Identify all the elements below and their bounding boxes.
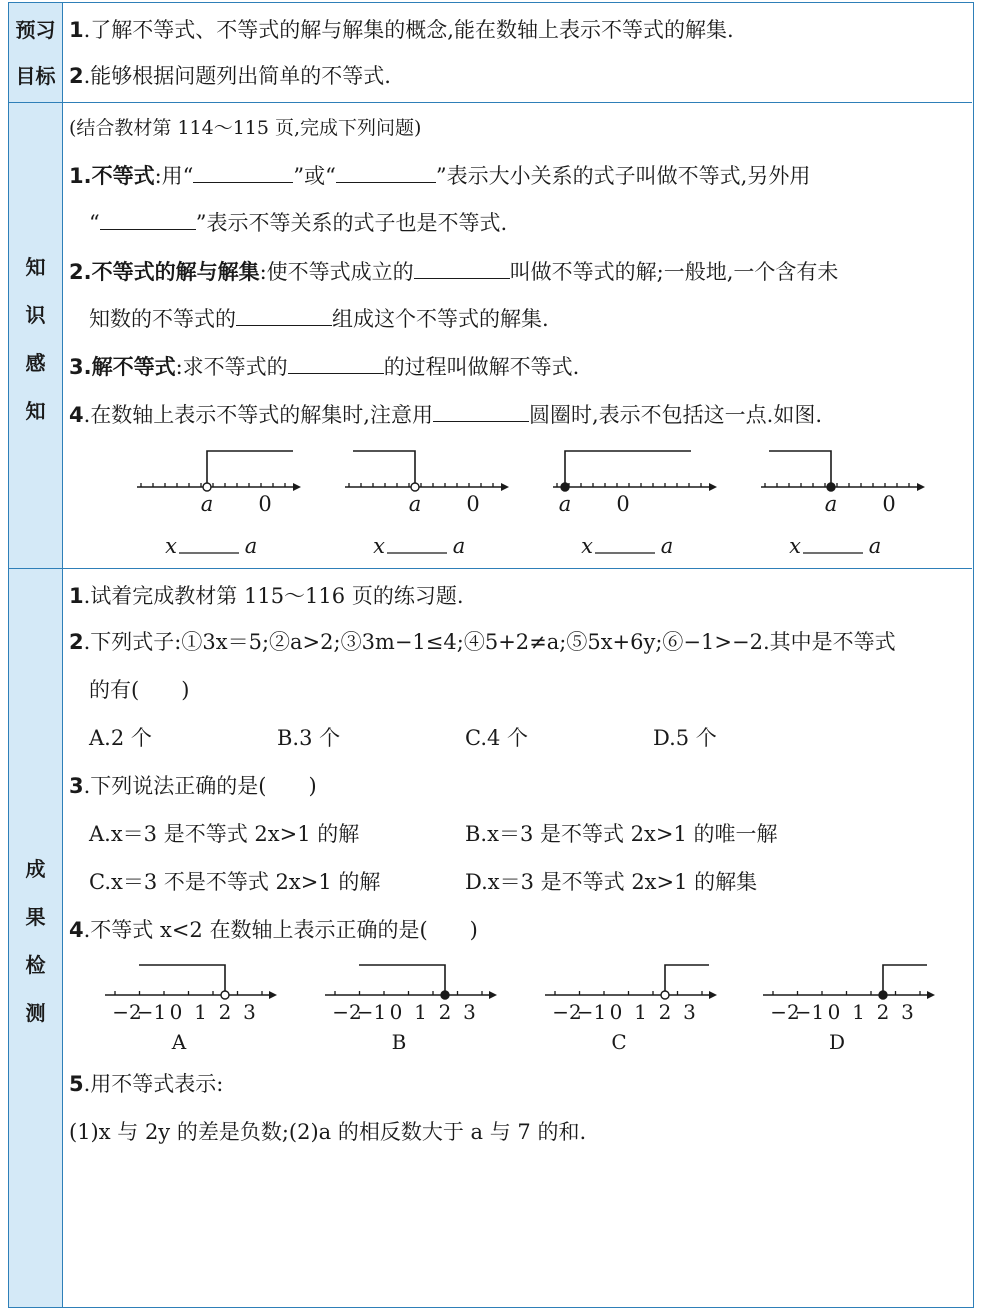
- tick-label: 2: [658, 1000, 672, 1024]
- check-q4: 4.不等式 x<2 在数轴上表示正确的是( ): [69, 918, 478, 942]
- solution-bracket: [769, 451, 831, 487]
- q4-figure-a: [105, 965, 277, 1054]
- answer-x-label: x: [165, 534, 177, 558]
- tick-label: −1: [136, 1000, 167, 1024]
- zero-label: 0: [258, 492, 272, 516]
- knowledge-q2-cont: 知数的不等式的 组成这个不等式的解集.: [89, 303, 966, 334]
- number-line-figure: [137, 451, 301, 558]
- option-label: B: [391, 1030, 407, 1054]
- knowledge-q2: 2.不等式的解与解集:使不等式成立的 叫做不等式的解;一般地,一个含有未: [69, 256, 966, 287]
- goal-item-1: 1.了解不等式、不等式的解与解集的概念,能在数轴上表示不等式的解集.: [69, 18, 734, 42]
- solution-bracket: [883, 965, 927, 995]
- tick-label: 0: [169, 1000, 183, 1024]
- fill-blank[interactable]: [193, 160, 293, 183]
- point-a-label: a: [200, 492, 214, 516]
- tick-label: 1: [852, 1000, 865, 1024]
- knowledge-number-lines: [63, 439, 972, 569]
- knowledge-q1: 1.不等式:用“ ”或“ ”表示大小关系的式子叫做不等式,另外用: [69, 160, 966, 191]
- tick-label: 1: [634, 1000, 647, 1024]
- filled-dot: [879, 991, 887, 999]
- side-label-line: 预习: [15, 17, 56, 42]
- q2-option-c[interactable]: C.4 个: [465, 726, 529, 750]
- q4-figure-b: [325, 965, 497, 1054]
- number-line-figure: [345, 451, 509, 558]
- knowledge-q1-cont: “ ”表示不等关系的式子也是不等式.: [89, 207, 966, 238]
- tick-label: −2: [332, 1000, 362, 1024]
- solution-bracket: [565, 451, 691, 487]
- check-q5: 5.用不等式表示:: [69, 1072, 224, 1096]
- solution-bracket: [207, 451, 293, 487]
- tick-label: −1: [576, 1000, 607, 1024]
- option-label: A: [171, 1030, 187, 1054]
- point-a-label: a: [408, 492, 422, 516]
- tick-label: 3: [683, 1000, 696, 1024]
- side-label-char: 测: [25, 1001, 46, 1025]
- q3-option-a[interactable]: A.x＝3 是不等式 2x>1 的解: [89, 822, 360, 846]
- side-label-char: 知: [25, 255, 46, 279]
- q3-option-d[interactable]: D.x＝3 是不等式 2x>1 的解集: [465, 870, 758, 894]
- solution-bracket: [359, 965, 445, 995]
- tick-label: −1: [794, 1000, 825, 1024]
- axis-arrow: [709, 991, 717, 999]
- solution-bracket: [139, 965, 225, 995]
- answer-a-label: a: [244, 534, 258, 558]
- side-label-char: 感: [25, 351, 46, 375]
- side-label-line: 目标: [15, 63, 56, 88]
- filled-dot: [827, 483, 835, 491]
- zero-label: 0: [616, 492, 630, 516]
- open-dot: [221, 991, 229, 999]
- side-label-char: 果: [25, 905, 46, 929]
- knowledge-q4: 4.在数轴上表示不等式的解集时,注意用 圆圈时,表示不包括这一点.如图.: [69, 399, 966, 430]
- fill-blank[interactable]: [236, 303, 332, 326]
- tick-label: −1: [356, 1000, 387, 1024]
- goals-section: [9, 3, 972, 103]
- q4-number-lines: [63, 953, 972, 1063]
- axis-arrow: [293, 483, 301, 491]
- tick-label: 2: [218, 1000, 232, 1024]
- axis-arrow: [501, 483, 509, 491]
- zero-label: 0: [882, 492, 896, 516]
- tick-label: 0: [827, 1000, 841, 1024]
- tick-label: −2: [770, 1000, 800, 1024]
- tick-label: 3: [463, 1000, 476, 1024]
- answer-x-label: x: [789, 534, 801, 558]
- knowledge-side-label: [9, 103, 63, 568]
- answer-x-label: x: [373, 534, 385, 558]
- answer-a-label: a: [868, 534, 882, 558]
- tick-label: 2: [876, 1000, 890, 1024]
- fill-blank[interactable]: [433, 399, 529, 422]
- answer-a-label: a: [660, 534, 674, 558]
- tick-label: 0: [389, 1000, 403, 1024]
- q4-figure-c: [545, 965, 717, 1054]
- fill-blank[interactable]: [288, 351, 384, 374]
- worksheet: [8, 2, 974, 1308]
- answer-a-label: a: [452, 534, 466, 558]
- tick-label: −2: [552, 1000, 582, 1024]
- axis-arrow: [927, 991, 935, 999]
- knowledge-section: [9, 103, 972, 569]
- tick-label: 2: [438, 1000, 452, 1024]
- check-q2-cont: 的有( ): [89, 678, 190, 702]
- fill-blank[interactable]: [100, 207, 196, 230]
- open-dot: [203, 483, 211, 491]
- check-section: [9, 569, 972, 1307]
- goal-item-2: 2.能够根据问题列出简单的不等式.: [69, 64, 391, 88]
- side-label-char: 知: [25, 399, 46, 423]
- zero-label: 0: [466, 492, 480, 516]
- open-dot: [661, 991, 669, 999]
- q2-option-a[interactable]: A.2 个: [89, 726, 152, 750]
- filled-dot: [561, 483, 569, 491]
- tick-label: 1: [194, 1000, 207, 1024]
- filled-dot: [441, 991, 449, 999]
- q2-option-b[interactable]: B.3 个: [277, 726, 341, 750]
- option-label: C: [611, 1030, 627, 1054]
- check-side-label: [9, 569, 63, 1307]
- solution-bracket: [353, 451, 415, 487]
- fill-blank[interactable]: [414, 256, 510, 279]
- check-q3: 3.下列说法正确的是( ): [69, 774, 317, 798]
- tick-label: 1: [414, 1000, 427, 1024]
- q4-figure-d: [763, 965, 935, 1054]
- option-label: D: [828, 1030, 846, 1054]
- q3-option-c[interactable]: C.x＝3 不是不等式 2x>1 的解: [89, 870, 381, 894]
- check-q5-sub: (1)x 与 2y 的差是负数;(2)a 的相反数大于 a 与 7 的和.: [69, 1120, 587, 1144]
- axis-arrow: [489, 991, 497, 999]
- q3-option-b[interactable]: B.x＝3 是不等式 2x>1 的唯一解: [465, 822, 778, 846]
- fill-blank[interactable]: [336, 160, 436, 183]
- open-dot: [411, 483, 419, 491]
- tick-label: 3: [901, 1000, 914, 1024]
- tick-label: 3: [243, 1000, 256, 1024]
- knowledge-q3: 3.解不等式:求不等式的 的过程叫做解不等式.: [69, 351, 966, 382]
- axis-arrow: [917, 483, 925, 491]
- side-label-char: 成: [25, 857, 46, 881]
- tick-label: 0: [609, 1000, 623, 1024]
- number-line-figure: [761, 451, 925, 558]
- q2-option-d[interactable]: D.5 个: [653, 726, 717, 750]
- goals-side-label: [9, 3, 63, 102]
- check-q1: 1.试着完成教材第 115～116 页的练习题.: [69, 584, 464, 608]
- answer-x-label: x: [581, 534, 593, 558]
- side-label-char: 检: [25, 953, 46, 977]
- axis-arrow: [709, 483, 717, 491]
- axis-arrow: [269, 991, 277, 999]
- check-q2: 2.下列式子:①3x＝5;②a>2;③3m−1≤4;④5+2≠a;⑤5x+6y;⑥−1>−2.其中是不等式: [69, 630, 896, 654]
- point-a-label: a: [558, 492, 572, 516]
- textbook-note: (结合教材第 114～115 页,完成下列问题): [69, 117, 422, 139]
- point-a-label: a: [824, 492, 838, 516]
- number-line-figure: [553, 451, 717, 558]
- tick-label: −2: [112, 1000, 142, 1024]
- side-label-char: 识: [25, 303, 46, 327]
- solution-bracket: [665, 965, 709, 995]
